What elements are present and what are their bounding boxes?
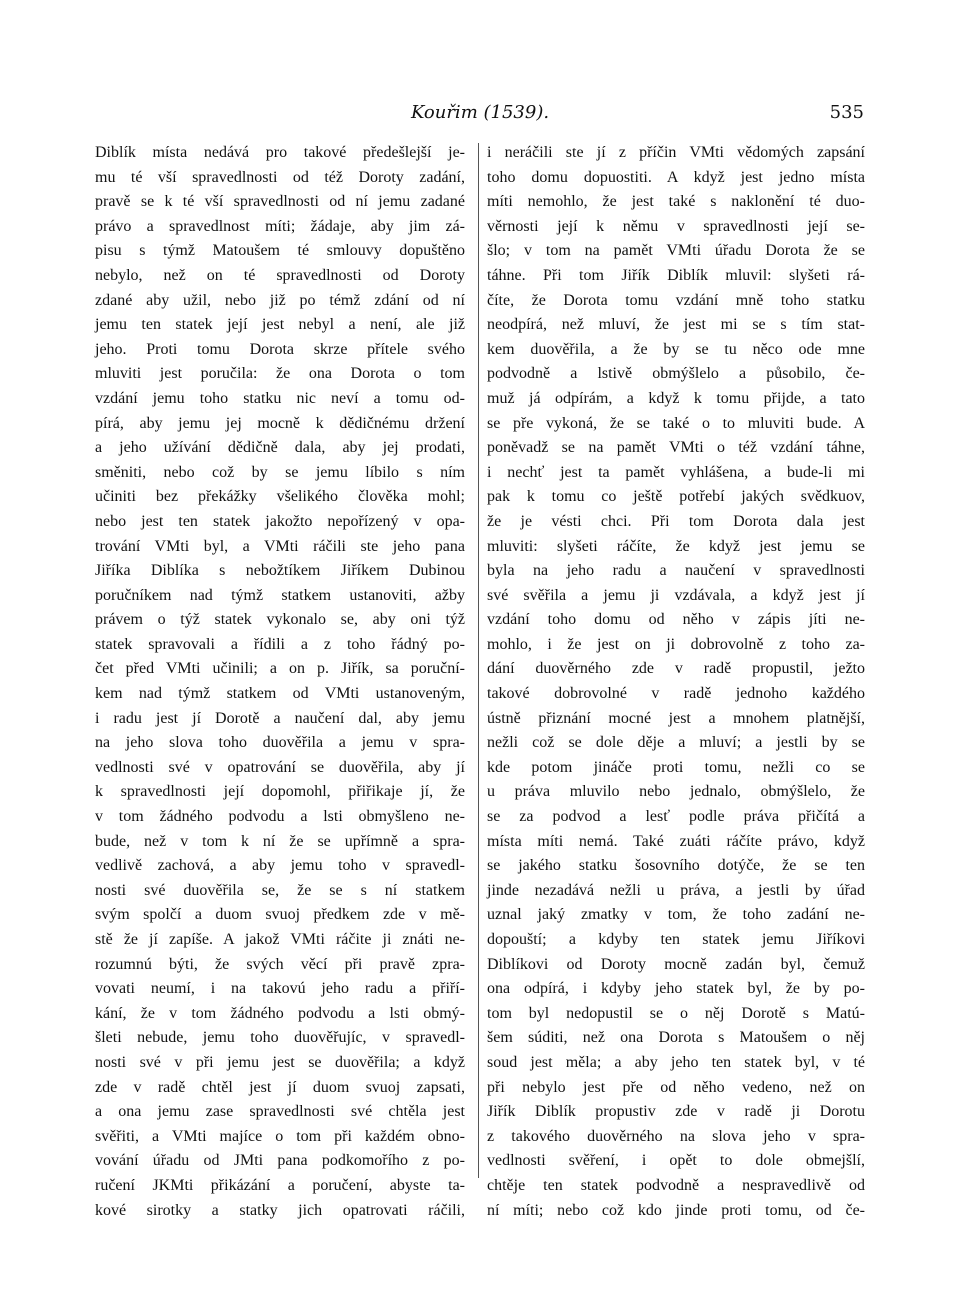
text-line: byla na jeho radu a naučení v spravedlnosti xyxy=(487,562,865,580)
right-text-column xyxy=(487,141,865,1219)
text-line: chtěje ten statek podvodně a nespravedlivě od xyxy=(487,1176,865,1194)
text-line: táhne. Při tom Jiřík Diblík mluvil: slyšeti rá- xyxy=(487,266,865,284)
text-line: jeho. Proti tomu Dorota skrze přítele svého xyxy=(95,340,465,358)
text-line: kde potom jináče proti tomu, nežli co se xyxy=(487,758,865,776)
text-line: i nechť jest ta pamět vyhlášena, a bude-li mi xyxy=(487,463,865,481)
text-line: Diblík místa nedává pro takové předešlejší je- xyxy=(95,144,465,161)
text-line: vzdání jemu toho statku nic neví a tomu od- xyxy=(95,389,465,407)
text-line: podvodně a lstivě obmýšlelo a působilo, če- xyxy=(487,365,865,383)
text-line: Diblíkovi od Doroty mocně zadán byl, čemuž xyxy=(487,955,865,973)
column-divider xyxy=(478,143,479,1178)
text-line: soud jest měla; a aby jeho ten statek byl, v té xyxy=(487,1053,865,1071)
text-line: kové sirotky a statky jich opatrovati ráčili, xyxy=(95,1201,465,1219)
text-line: Jiříka Diblíka s nebožtíkem Jiříkem Dubinou xyxy=(95,562,465,580)
text-line: vedlivě zachová, a aby jemu toho v spravedl- xyxy=(95,857,465,875)
text-line: ústně přiznání mocné jest a mnohem platnější, xyxy=(487,709,865,727)
text-line: mluviti: slyšeti ráčíte, že když jest jemu se xyxy=(487,537,865,555)
running-header-title: Kouřim (1539). xyxy=(410,102,550,123)
text-line: kem duověřila, a že by se tu něco ode mne xyxy=(487,340,865,358)
text-line: směniti, nebo což by se jemu líbilo s ním xyxy=(95,463,465,481)
text-line: i radu jest jí Dorotě a naučení dal, aby jemu xyxy=(95,709,465,727)
text-line: mluviti jest poručila: že ona Dorota o tom xyxy=(95,365,465,383)
text-line: mu té vší spravedlnosti od též Doroty zadání, xyxy=(95,168,465,186)
text-line: pisu s týmž Matoušem té smlouvy dopuštěno xyxy=(95,242,465,260)
text-line: k spravedlnosti její dopomohl, přiřikaje jí, že xyxy=(95,783,465,801)
text-line: míti nemohlo, že jest také s naklonění té duo- xyxy=(487,193,865,211)
text-line: šlo; v tom na pamět VMti úřadu Dorota že se xyxy=(487,242,865,260)
text-line: místa míti nemá. Také zuáti ráčíte právo, když xyxy=(487,832,865,850)
page-number: 535 xyxy=(829,102,864,123)
text-line: rozumnú býti, že svých věcí při pravě zpra- xyxy=(95,955,465,973)
text-line: šem súditi, než ona Dorota s Matoušem o něj xyxy=(487,1029,865,1047)
text-line: Jiřík Diblík propustiv zde v radě ji Dorotu xyxy=(487,1103,865,1121)
text-line: čet před VMti učinili; a on p. Jiřík, sa poruční- xyxy=(95,660,465,678)
text-line: své svěřila a jemu ji vzdávala, a když jest jí xyxy=(487,586,865,604)
text-line: svým spolčí a duom svuoj předkem zde v mě- xyxy=(95,906,465,924)
text-line: šleti nebude, jemu toho duověřujíc, v spravedl- xyxy=(95,1029,465,1047)
text-line: vedlnosti své v opatrování se duověřila, aby jí xyxy=(95,758,465,776)
text-line: dopouští; a kdyby ten statek jemu Jiříkovi xyxy=(487,931,865,948)
text-line: poručníkem nad týmž statkem ustanoviti, ažby xyxy=(95,586,465,604)
text-line: zde v radě chtěl jest jí duom svuoj zapsati, xyxy=(95,1078,465,1096)
text-line: při nebylo jest pře od něho vedeno, než on xyxy=(487,1078,865,1096)
text-line: ona odpírá, i kdyby jeho statek byl, že by po- xyxy=(487,980,865,998)
text-line: ní míti; nebo což kdo jinde proti tomu, od če- xyxy=(487,1201,865,1219)
text-line: se za podvod a lesť podle práva přičítá a xyxy=(487,808,865,826)
text-line: vedlnosti svěření, i opět to dole obmejšlí, xyxy=(487,1152,865,1170)
text-line: pak k tomu co ještě potřebí jakých svědkuov, xyxy=(487,488,865,506)
text-line: pravě se k té vší spravedlnosti od ní jemu zadané xyxy=(95,193,465,211)
text-line: a jeho užívání dědičně dala, aby jej prodati, xyxy=(95,439,465,457)
text-line: na jeho slova toho duověřila a jemu v spra- xyxy=(95,734,465,752)
text-line: z takového duověrného na slova jeho v spra- xyxy=(487,1127,865,1145)
text-line: svěřiti, a VMti majíce o tom při každém obno- xyxy=(95,1127,465,1145)
text-line: nebo jest ten statek jakožto nepořízený v opa- xyxy=(95,512,465,530)
text-line: učiniti bez překážky všelikého člověka mohl; xyxy=(95,488,465,506)
text-line: trování VMti byl, a VMti ráčili ste jeho pana xyxy=(95,537,465,555)
text-line: bude, než v tom k ní že se upřímně a spra- xyxy=(95,832,465,850)
text-line: zdané aby užil, nebo již po témž zdání od ní xyxy=(95,291,465,309)
text-line: i neráčili ste jí z příčin VMti vědomých zapsání xyxy=(487,144,865,161)
text-line: nosti své duověřila se, že se s ní statkem xyxy=(95,881,465,899)
text-line: jemu ten statek její jest nebyl a není, ale již xyxy=(95,316,465,334)
text-line: tom byl nedopustil se o něj Dorotě s Matú- xyxy=(487,1004,865,1022)
text-line: statek spravovali a řídili a z toho řádný po- xyxy=(95,635,465,653)
text-line: neodpírá, než mluví, že jest mi se s tím stat- xyxy=(487,316,865,334)
text-line: nebylo, než on té spravedlnosti od Doroty xyxy=(95,266,465,284)
text-line: toho domu dopuostiti. A když jest jedno místa xyxy=(487,168,865,186)
text-line: ručení JKMti přikázání a poručení, abyste ta- xyxy=(95,1176,465,1194)
text-line: dání duověrného zde v radě propustil, ježto xyxy=(487,660,865,678)
text-line: nosti své v při jemu jest se duověřila; a když xyxy=(95,1053,465,1071)
text-line: věrnosti její k němu v spravedlnosti její se- xyxy=(487,217,865,235)
text-line: mohlo, i že jest on ji dobrovolně z toho za- xyxy=(487,635,865,653)
text-line: vovati neumí, i na takovú jeho radu a přiří- xyxy=(95,980,465,998)
text-line: kem nad týmž statkem od VMti ustanoveným, xyxy=(95,685,465,703)
text-line: že je vésti chci. Při tom Dorota dala jest xyxy=(487,512,865,530)
text-line: právem o týž statek vykonalo se, aby oni týž xyxy=(95,611,465,629)
text-line: vování úřadu od JMti pana podkomořího z po- xyxy=(95,1152,465,1170)
left-text-column xyxy=(95,141,465,1219)
text-line: nežli což se dole děje a mluví; a jestli by se xyxy=(487,734,865,752)
text-line: vzdání toho domu od něho v zápis jíti ne- xyxy=(487,611,865,629)
text-line: stě že jí zapíše. A jakož VMti ráčite ji znáti ne- xyxy=(95,931,465,948)
text-line: se pře vykoná, že se také o to mluviti bude. A xyxy=(487,414,865,432)
text-line: číte, že Dorota tomu vzdání mně toho statku xyxy=(487,291,865,309)
text-line: právo a spravedlnost míti; žádaje, aby jim zá- xyxy=(95,217,465,235)
text-line: v tom žádného podvodu a lsti obmyšleno ne- xyxy=(95,808,465,826)
text-line: muž já odpírám, a když k tomu přijde, a tato xyxy=(487,389,865,407)
text-line: u práva mluvilo nebo jednalo, obmýšlelo, že xyxy=(487,783,865,801)
text-line: takové dobrovolné v radě jednoho každého xyxy=(487,685,865,703)
text-line: uznal jaký zmatky v tom, že toho zadání ne- xyxy=(487,906,865,924)
text-line: a ona jemu zase spravedlnosti své chtěla jest xyxy=(95,1103,465,1121)
text-line: poněvadž se na pamět VMti o též vzdání táhne, xyxy=(487,439,865,457)
text-line: jinde nezadává nežli u práva, a jestli by úřad xyxy=(487,881,865,899)
text-line: se jakého statku šosovního dotýče, že se ten xyxy=(487,857,865,875)
text-line: pírá, aby jemu jej mocně k dědičnému držení xyxy=(95,414,465,432)
text-line: kání, že v tom žádného podvodu a lsti obmý- xyxy=(95,1004,465,1022)
